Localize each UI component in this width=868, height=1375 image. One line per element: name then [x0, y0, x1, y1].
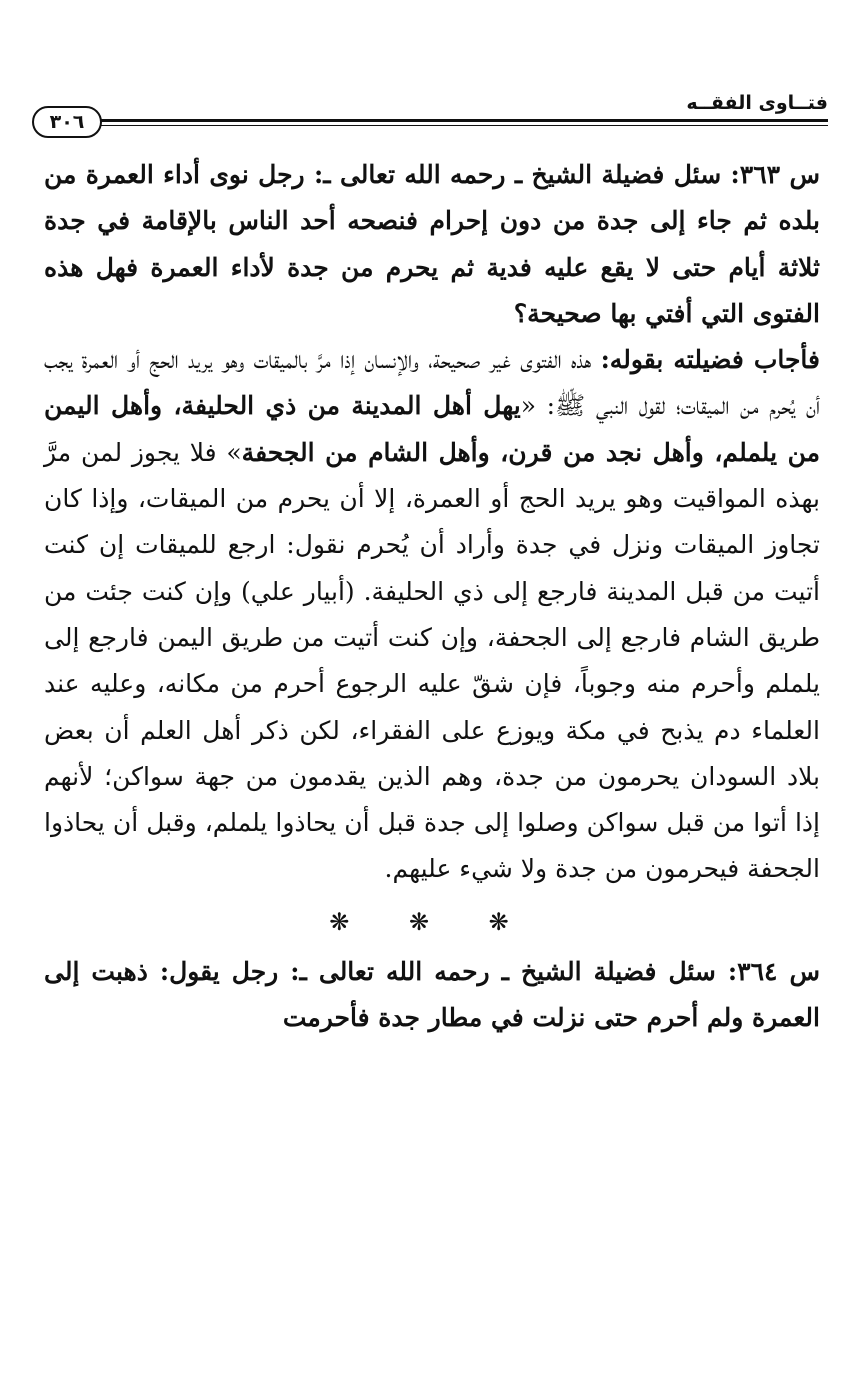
page-body	[44, 152, 820, 1041]
question-364-label: س ٣٦٤:	[727, 956, 820, 986]
answer-text-part2: » فلا يجوز لمن مرَّ بهذه المواقيت وهو يريد الحج أو العمرة، إلا أن يحرم من الميقات، وإذا كان تجاوز الميقات ونزل في جدة وأراد أن يُحرم نقول: ارجع للميقات إن كنت أتيت من قبل المدينة فارجع إلى ذي الحليفة. (أبيار علي) وإن كنت جئت من طريق الشام فارجع إلى الجحفة، وإن كنت أتيت من طريق اليمن فارجع إلى يلملم وأحرم منه وجوباً، فإن شقّ عليه الرجوع أحرم من مكانه، وعليه عند العلماء دم يذبح في مكة ويوزع على الفقراء، لكن ذكر أهل العلم أن بعض بلاد السودان يحرمون من جدة، وهم الذين يقدمون من جهة سواكن؛ لأنهم إذا أتوا من قبل سواكن وصلوا إلى جدة قبل أن يحاذوا يلملم، وقبل أن يحاذوا الجحفة فيحرمون من جدة ولا شيء عليهم.	[44, 437, 820, 884]
question-364-text: سئل فضيلة الشيخ ـ رحمه الله تعالى ـ: رجل يقول: ذهبت إلى العمرة ولم أحرم حتى نزلت في مطار جدة فأحرمت	[44, 956, 820, 1033]
hadith-quote: يهل أهل المدينة من ذي الحليفة، وأهل اليمن من يلملم، وأهل نجد من قرن، وأهل الشام من الجحفة	[44, 391, 820, 467]
header-rule-thin	[98, 125, 828, 126]
question-364	[44, 949, 820, 1042]
question-363-text: سئل فضيلة الشيخ ـ رحمه الله تعالى ـ: رجل نوى أداء العمرة من بلده ثم جاء إلى جدة من دون إحرام فنصحه أحد الناس بالإقامة في جدة ثلاثة أيام حتى لا يقع عليه فدية ثم يحرم من جدة لأداء العمرة فهل هذه الفتوى التي أفتي بها صحيحة؟	[44, 160, 820, 328]
question-363-label: س ٣٦٣:	[730, 160, 820, 189]
answer-text-part1: هذه الفتوى غير صحيحة، والإنسان إذا مرَّ بالميقات وهو يريد الحج أو العمرة يجب أن يُحرم من الميقات؛ لقول النبي ﷺ: «	[44, 345, 821, 421]
answer-label: فأجاب فضيلته بقوله:	[600, 345, 820, 375]
header-rule-thick	[98, 119, 828, 122]
section-separator: ❋ ❋ ❋	[329, 907, 535, 936]
answer-363	[44, 337, 820, 893]
question-363	[44, 152, 820, 337]
page-number: ٣٠٦	[32, 106, 102, 138]
running-header	[32, 86, 828, 133]
book-title: فتــاوى الفقــه	[686, 92, 828, 114]
